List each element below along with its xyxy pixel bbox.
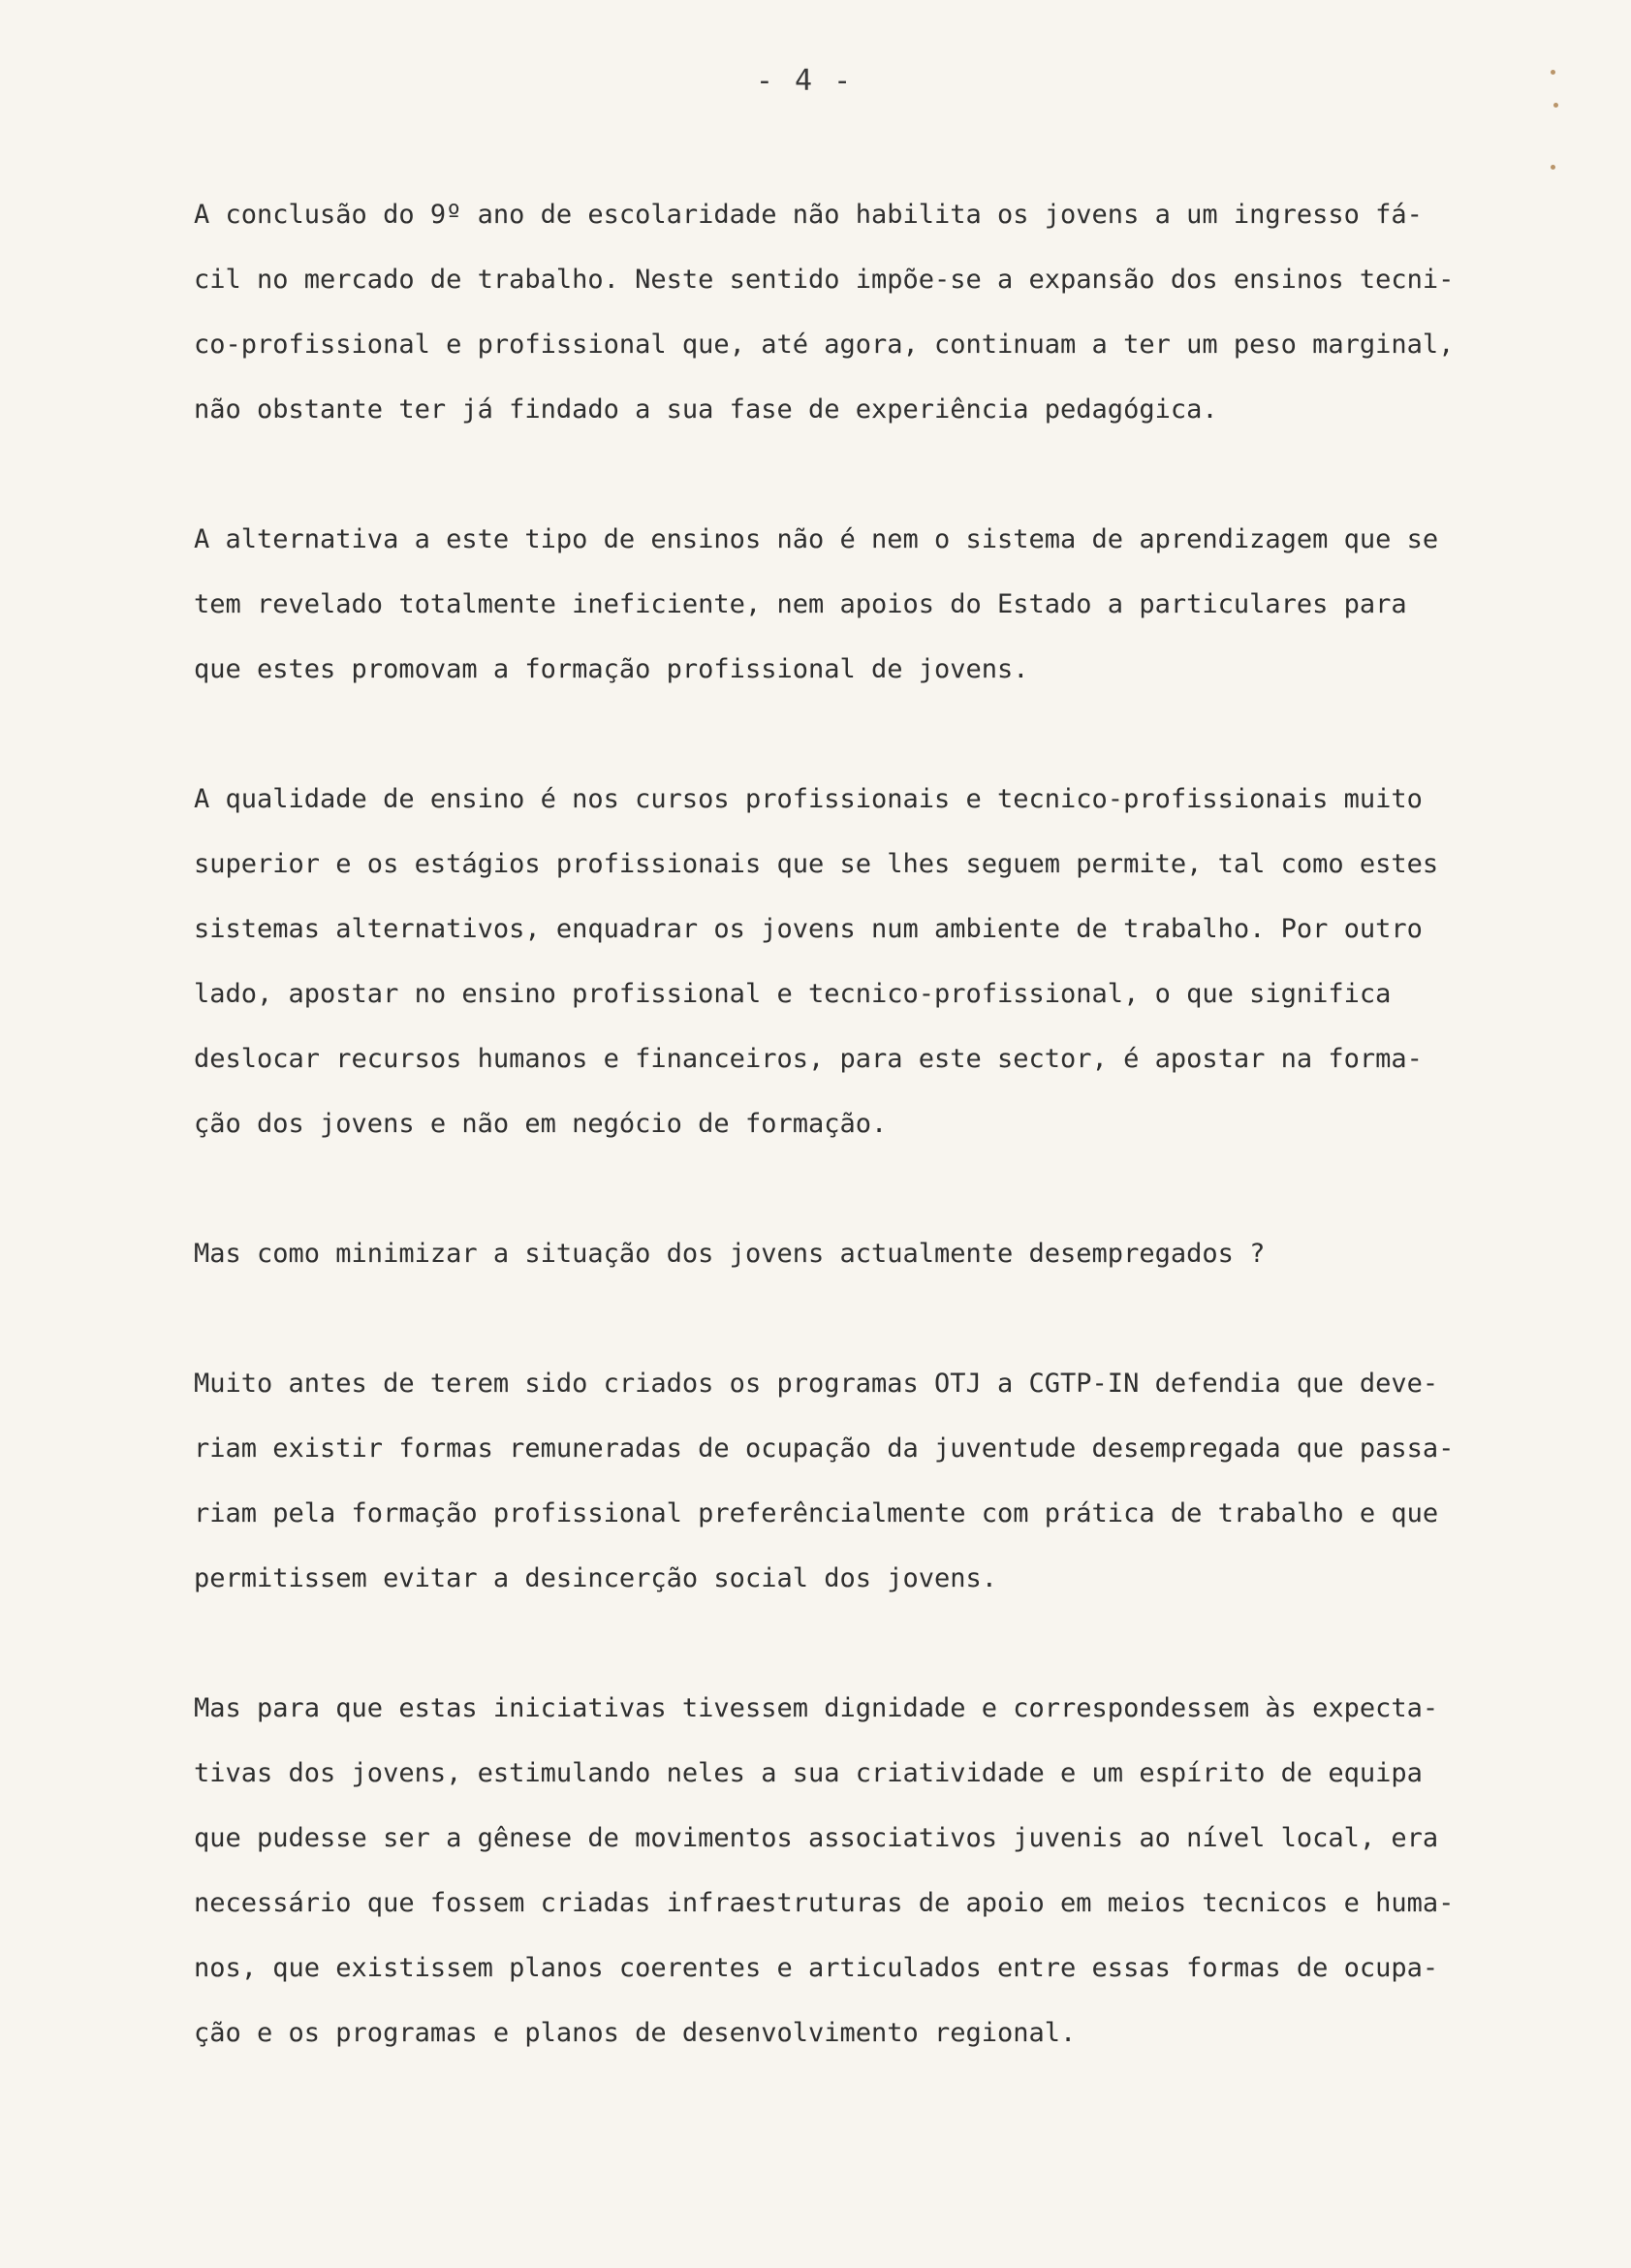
text-line: que estes promovam a formação profissional de jovens. xyxy=(194,654,1029,684)
text-line: não obstante ter já findado a sua fase de experiência pedagógica. xyxy=(194,394,1218,425)
text-line: tem revelado totalmente ineficiente, nem apoios do Estado a particulares para xyxy=(194,589,1407,619)
text-line: lado, apostar no ensino profissional e tecnico-profissional, o que significa xyxy=(194,979,1392,1009)
text-line: Mas como minimizar a situação dos jovens actualmente desempregados ? xyxy=(194,1239,1266,1269)
text-line: ção e os programas e planos de desenvolvimento regional. xyxy=(194,2018,1077,2048)
text-line: tivas dos jovens, estimulando neles a sua criatividade e um espírito de equipa xyxy=(194,1758,1423,1788)
paragraph xyxy=(194,767,1502,1156)
text-line: Mas para que estas iniciativas tivessem dignidade e correspondessem às expecta- xyxy=(194,1693,1439,1723)
paragraph xyxy=(194,1676,1502,2065)
document-body xyxy=(194,182,1502,2065)
paragraph xyxy=(194,182,1502,442)
text-line: que pudesse ser a gênese de movimentos associativos juvenis ao nível local, era xyxy=(194,1823,1439,1853)
text-line: Muito antes de terem sido criados os programas OTJ a CGTP-IN defendia que deve- xyxy=(194,1369,1439,1399)
paragraph xyxy=(194,1221,1502,1286)
text-line: riam pela formação profissional preferêncialmente com prática de trabalho e que xyxy=(194,1498,1439,1528)
paragraph xyxy=(194,507,1502,702)
text-line: A alternativa a este tipo de ensinos não é nem o sistema de aprendizagem que se xyxy=(194,524,1439,554)
paragraph xyxy=(194,1351,1502,1611)
text-line: A qualidade de ensino é nos cursos profissionais e tecnico-profissionais muito xyxy=(194,784,1423,814)
text-line: A conclusão do 9º ano de escolaridade não habilita os jovens a um ingresso fá- xyxy=(194,200,1423,230)
text-line: necessário que fossem criadas infraestruturas de apoio em meios tecnicos e huma- xyxy=(194,1888,1455,1918)
text-line: riam existir formas remuneradas de ocupação da juventude desempregada que passa- xyxy=(194,1433,1455,1464)
text-line: deslocar recursos humanos e financeiros, para este sector, é apostar na forma- xyxy=(194,1044,1423,1074)
text-line: permitissem evitar a desincerção social dos jovens. xyxy=(194,1563,998,1593)
text-line: co-profissional e profissional que, até agora, continuam a ter um peso marginal, xyxy=(194,330,1455,360)
text-line: cil no mercado de trabalho. Neste sentido impõe-se a expansão dos ensinos tecni- xyxy=(194,265,1455,295)
text-line: sistemas alternativos, enquadrar os jovens num ambiente de trabalho. Por outro xyxy=(194,914,1423,944)
text-line: ção dos jovens e não em negócio de formação. xyxy=(194,1109,888,1139)
text-line: nos, que existissem planos coerentes e articulados entre essas formas de ocupa- xyxy=(194,1953,1439,1983)
page-number: - 4 - xyxy=(755,64,854,98)
text-line: superior e os estágios profissionais que se lhes seguem permite, tal como estes xyxy=(194,849,1439,879)
